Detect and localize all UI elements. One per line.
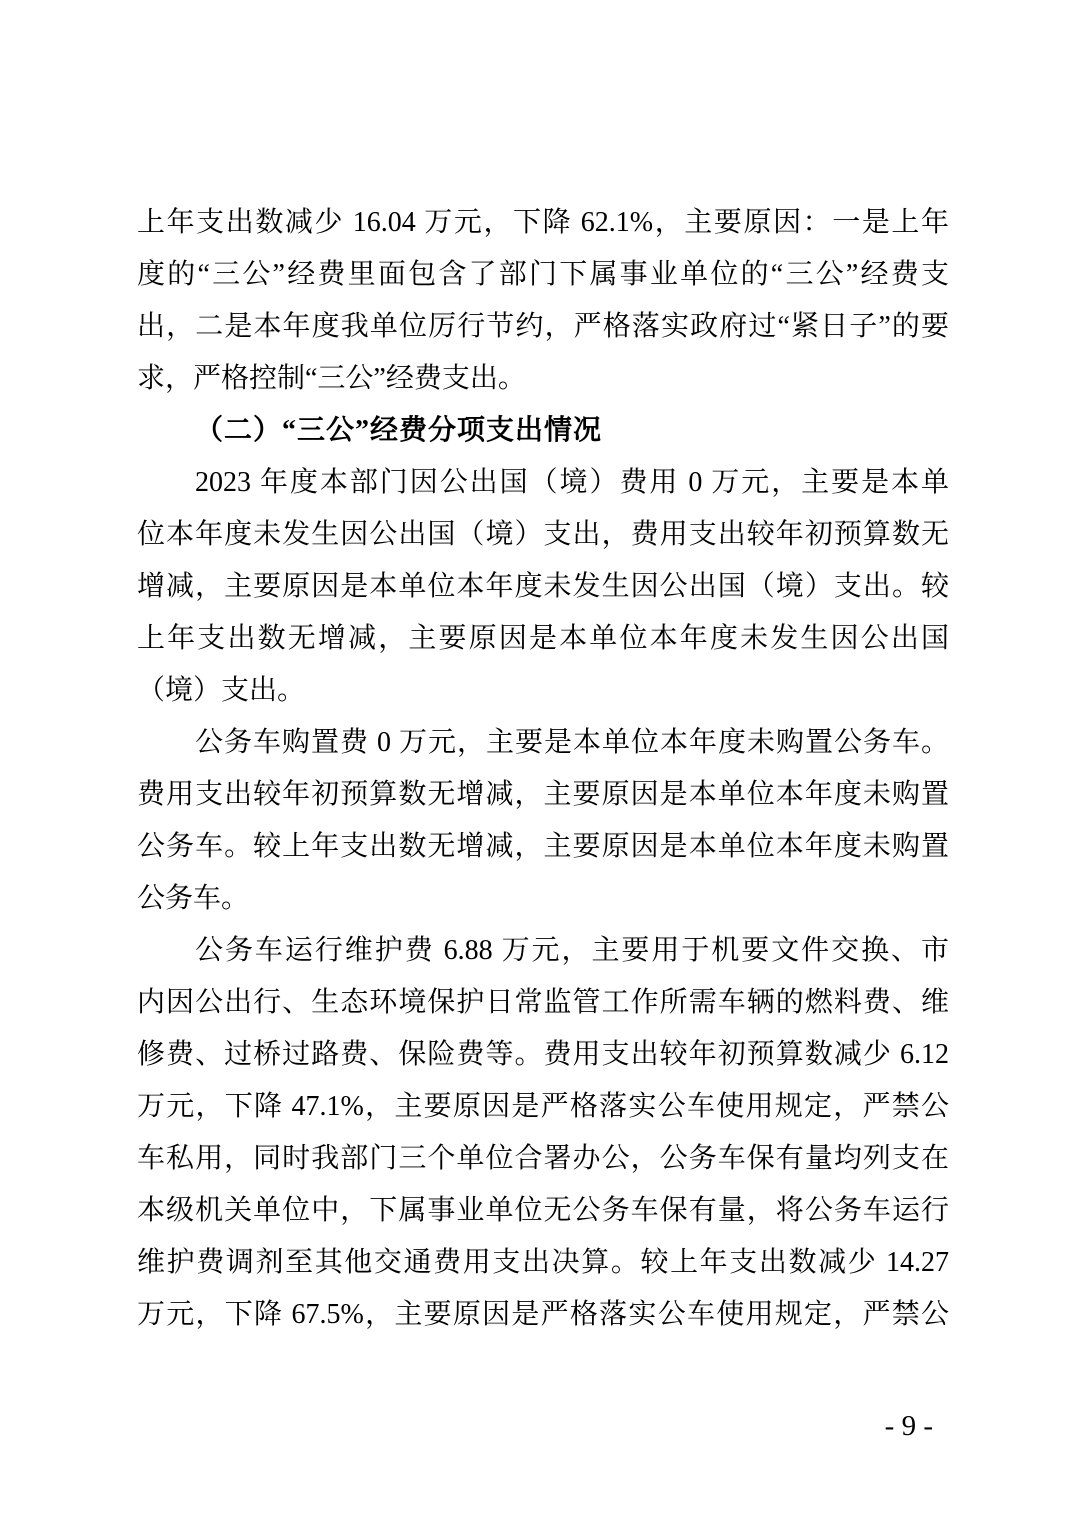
text-line: 求，严格控制“三公”经费支出。 (137, 363, 526, 394)
section-heading (137, 405, 949, 457)
text-line: 本级机关单位中，下属事业单位无公务车保有量，将公务车运行 (137, 1195, 949, 1226)
paragraph (137, 197, 949, 405)
text-line: 公务车。 (137, 883, 250, 914)
paragraph (137, 717, 949, 925)
text-line: 车私用，同时我部门三个单位合署办公，公务车保有量均列支在 (137, 1143, 949, 1174)
text-line: 内因公出行、生态环境保护日常监管工作所需车辆的燃料费、维 (137, 987, 949, 1018)
text-line: （二）“三公”经费分项支出情况 (195, 415, 603, 446)
text-line: 万元，下降 47.1%，主要原因是严格落实公车使用规定，严禁公 (137, 1091, 949, 1122)
text-line: 出，二是本年度我单位厉行节约，严格落实政府过“紧日子”的要 (137, 311, 949, 342)
text-line: 公务车。较上年支出数无增减，主要原因是本单位本年度未购置 (137, 831, 949, 862)
text-line: 修费、过桥过路费、保险费等。费用支出较年初预算数减少 6.12 (137, 1039, 949, 1070)
text-line: 万元，下降 67.5%，主要原因是严格落实公车使用规定，严禁公 (137, 1299, 949, 1330)
page-number: - 9 - (884, 1410, 933, 1442)
text-line: 2023 年度本部门因公出国（境）费用 0 万元，主要是本单 (195, 467, 949, 498)
text-line: 维护费调剂至其他交通费用支出决算。较上年支出数减少 14.27 (137, 1247, 949, 1278)
text-line: （境）支出。 (137, 675, 306, 706)
text-line: 公务车购置费 0 万元，主要是本单位本年度未购置公务车。 (195, 727, 949, 758)
text-line: 度的“三公”经费里面包含了部门下属事业单位的“三公”经费支 (137, 259, 949, 290)
paragraph (137, 457, 949, 717)
text-line: 位本年度未发生因公出国（境）支出，费用支出较年初预算数无 (137, 519, 949, 550)
text-line: 费用支出较年初预算数无增减，主要原因是本单位本年度未购置 (137, 779, 949, 810)
document-text (137, 197, 949, 1341)
text-line: 上年支出数无增减，主要原因是本单位本年度未发生因公出国 (137, 623, 949, 654)
text-line: 公务车运行维护费 6.88 万元，主要用于机要文件交换、市 (195, 935, 949, 966)
paragraph (137, 925, 949, 1341)
text-line: 上年支出数减少 16.04 万元，下降 62.1%，主要原因：一是上年 (137, 207, 949, 238)
text-line: 增减，主要原因是本单位本年度未发生因公出国（境）支出。较 (137, 571, 949, 602)
